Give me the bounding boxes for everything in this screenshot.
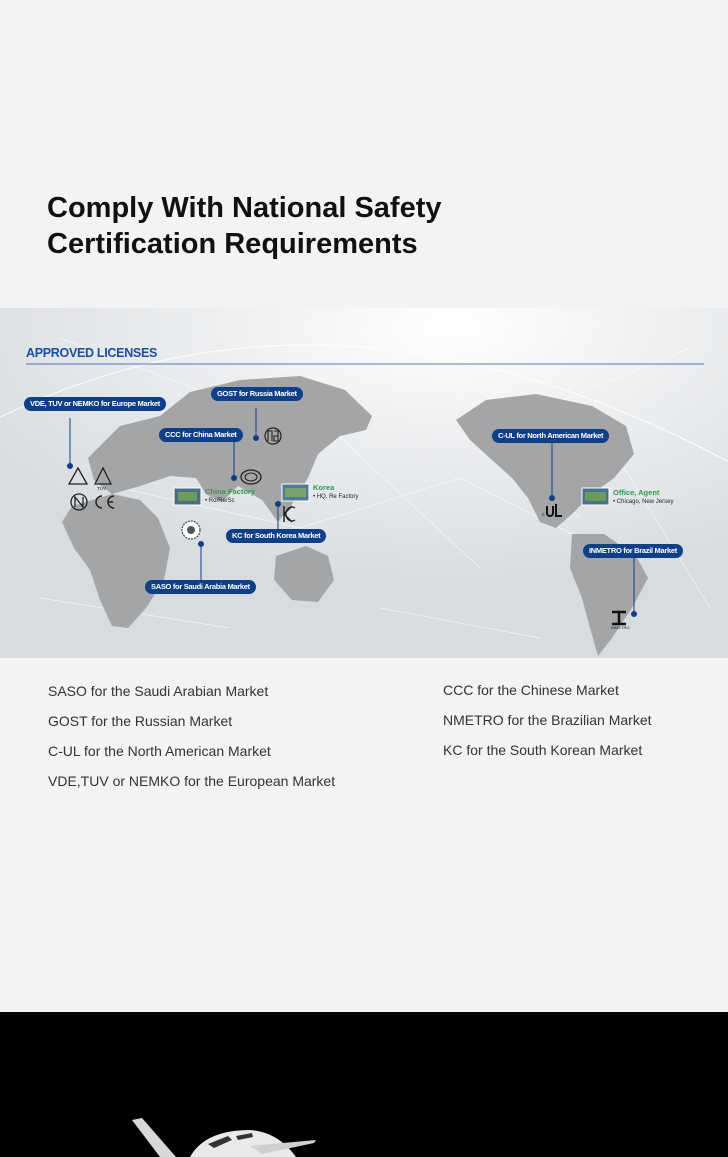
tag-brazil: INMETRO for Brazil Market	[583, 544, 683, 558]
saso-mark	[182, 521, 200, 539]
world-map-section	[0, 308, 728, 658]
world-map	[0, 308, 728, 658]
location-us-name: Office, Agent	[613, 488, 660, 497]
us-office-image	[582, 488, 609, 505]
tag-north-america: C-UL for North American Market	[492, 429, 609, 443]
cert-item: VDE,TUV or NEMKO for the European Market	[48, 773, 336, 789]
cert-item: SASO for the Saudi Arabian Market	[48, 683, 269, 699]
heading-line-2: Certification Requirements	[47, 228, 418, 260]
cert-list-right	[443, 681, 652, 771]
tag-russia: GOST for Russia Market	[211, 387, 303, 401]
location-korea-name: Korea	[313, 483, 335, 492]
cert-item: NMETRO for the Brazilian Market	[443, 712, 652, 728]
location-china-sub: • Ro/Re/Sc	[205, 498, 235, 504]
svg-text:c: c	[542, 512, 545, 518]
location-us-sub: • Chicago, New Jersey	[613, 499, 674, 505]
cert-item: KC for the South Korean Market	[443, 742, 643, 758]
inmetro-mark-label: INMETRO	[611, 625, 630, 630]
location-china-name: China Factory	[205, 487, 256, 496]
dark-banner	[0, 1012, 728, 1157]
korea-hq-image	[282, 484, 309, 501]
tag-saudi: SASO for Saudi Arabia Market	[145, 580, 256, 594]
cert-item: C-UL for the North American Market	[48, 743, 271, 759]
page-heading	[47, 190, 442, 262]
heading-line-1: Comply With National Safety	[47, 192, 442, 224]
cert-list-left	[48, 682, 335, 802]
approved-licenses-title: APPROVED LICENSES	[26, 346, 158, 360]
tuv-mark-label: TÜV	[97, 486, 106, 491]
airplane-image	[0, 1012, 728, 1157]
china-factory-image	[174, 488, 201, 505]
tag-korea: KC for South Korea Market	[226, 529, 326, 543]
tag-china: CCC for China Market	[159, 428, 243, 442]
cert-item: GOST for the Russian Market	[48, 713, 233, 729]
cert-item: CCC for the Chinese Market	[443, 682, 619, 698]
location-korea-sub: • HQ, Re Factory	[313, 494, 359, 500]
tag-europe: VDE, TUV or NEMKO for Europe Market	[24, 397, 166, 411]
